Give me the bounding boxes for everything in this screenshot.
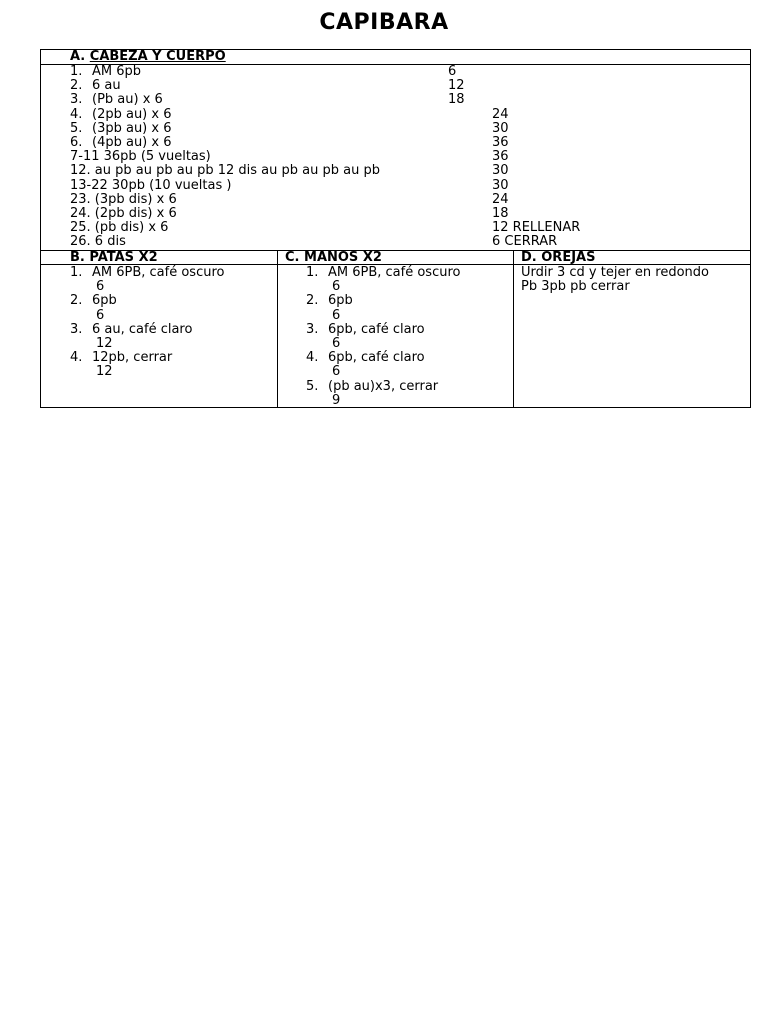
stitch-count: 30 xyxy=(492,177,509,193)
list-item xyxy=(306,294,460,322)
stitch-count: 24 xyxy=(492,191,509,207)
item-number: 4. xyxy=(70,350,83,366)
section-a-heading xyxy=(70,50,226,64)
item-number: 3. xyxy=(70,321,83,337)
stitch-count: 30 xyxy=(492,163,509,179)
instruction-line: Pb 3pb pb cerrar xyxy=(521,279,630,295)
stitch-count: 18 xyxy=(448,92,465,108)
list-item xyxy=(70,79,630,93)
instruction-line: Urdir 3 cd y tejer en redondo xyxy=(521,265,709,280)
item-number: 4. xyxy=(306,350,319,366)
list-item xyxy=(70,221,630,235)
row-text: (2pb au) x 6 xyxy=(92,106,172,122)
section-a-rows xyxy=(70,65,630,249)
column-divider xyxy=(513,251,514,407)
stitch-count: 6 xyxy=(448,64,457,79)
row-text: 6 au xyxy=(92,78,121,94)
item-text: AM 6PB, café oscuro xyxy=(92,265,225,280)
stitch-count: 30 xyxy=(492,120,509,136)
list-item xyxy=(70,235,630,249)
item-number: 2. xyxy=(70,293,83,309)
stitch-count: 12 xyxy=(448,78,465,94)
section-d-heading: D. OREJAS xyxy=(521,250,596,265)
item-count: 6 xyxy=(96,307,105,323)
list-item xyxy=(70,108,630,122)
item-count: 6 xyxy=(332,336,341,352)
list-item xyxy=(70,294,224,322)
section-c-list xyxy=(306,266,460,408)
list-item xyxy=(70,207,630,221)
item-count: 6 xyxy=(332,364,341,380)
list-item xyxy=(70,122,630,136)
pattern-table xyxy=(40,49,751,408)
list-item xyxy=(70,164,630,178)
row-number: 1. xyxy=(70,64,83,79)
item-text: (pb au)x3, cerrar xyxy=(328,378,439,394)
row-text: 26. 6 dis xyxy=(70,234,126,250)
stitch-count: 18 xyxy=(492,205,509,221)
item-text: 6pb xyxy=(328,293,353,309)
row-text: 12. au pb au pb au pb 12 dis au pb au pb au pb xyxy=(70,163,380,179)
section-a-letter: A. xyxy=(70,49,86,64)
row-text: 7-11 36pb (5 vueltas) xyxy=(70,149,211,165)
row-text: 24. (2pb dis) x 6 xyxy=(70,205,177,221)
item-number: 3. xyxy=(306,321,319,337)
item-number: 1. xyxy=(306,265,319,280)
row-text: 25. (pb dis) x 6 xyxy=(70,220,169,236)
row-text: AM 6pb xyxy=(92,64,142,79)
row-text: (3pb au) x 6 xyxy=(92,120,172,136)
row-text: (Pb au) x 6 xyxy=(92,92,163,108)
item-count: 6 xyxy=(332,307,341,323)
item-text: AM 6PB, café oscuro xyxy=(328,265,461,280)
item-number: 2. xyxy=(306,293,319,309)
item-text: 6 au, café claro xyxy=(92,321,193,337)
item-count: 6 xyxy=(332,279,341,295)
item-count: 9 xyxy=(332,392,341,408)
stitch-count: 24 xyxy=(492,106,509,122)
row-text: (4pb au) x 6 xyxy=(92,134,172,150)
section-b-heading: B. PATAS X2 xyxy=(70,250,158,265)
list-item xyxy=(70,193,630,207)
item-text: 6pb, café claro xyxy=(328,321,425,337)
list-item xyxy=(70,136,630,150)
page-title: CAPIBARA xyxy=(319,10,449,35)
list-item xyxy=(70,266,224,294)
section-c-heading: C. MANOS X2 xyxy=(285,250,382,265)
stitch-count: 36 xyxy=(492,149,509,165)
row-number: 6. xyxy=(70,134,83,150)
row-number: 2. xyxy=(70,78,83,94)
list-item xyxy=(306,380,460,408)
list-item xyxy=(70,351,224,379)
column-divider xyxy=(277,251,278,407)
stitch-count: 36 xyxy=(492,134,509,150)
section-d-text xyxy=(521,266,709,294)
item-count: 12 xyxy=(96,336,113,352)
list-item xyxy=(70,179,630,193)
list-item xyxy=(70,150,630,164)
list-item xyxy=(70,93,630,107)
list-item xyxy=(70,65,630,79)
row-number: 4. xyxy=(70,106,83,122)
item-text: 6pb, café claro xyxy=(328,350,425,366)
row-number: 5. xyxy=(70,120,83,136)
stitch-count: 12 RELLENAR xyxy=(492,220,581,236)
list-item xyxy=(306,323,460,351)
section-a-title: CABEZA Y CUERPO xyxy=(89,49,226,64)
item-text: 6pb xyxy=(92,293,117,309)
item-text: 12pb, cerrar xyxy=(92,350,173,366)
list-item xyxy=(70,323,224,351)
item-number: 1. xyxy=(70,265,83,280)
stitch-count: 6 CERRAR xyxy=(492,234,558,250)
item-count: 6 xyxy=(96,279,105,295)
list-item xyxy=(306,266,460,294)
row-text: 23. (3pb dis) x 6 xyxy=(70,191,177,207)
section-b-list xyxy=(70,266,224,380)
list-item xyxy=(306,351,460,379)
row-text: 13-22 30pb (10 vueltas ) xyxy=(70,177,232,193)
row-number: 3. xyxy=(70,92,83,108)
item-count: 12 xyxy=(96,364,113,380)
item-number: 5. xyxy=(306,378,319,394)
